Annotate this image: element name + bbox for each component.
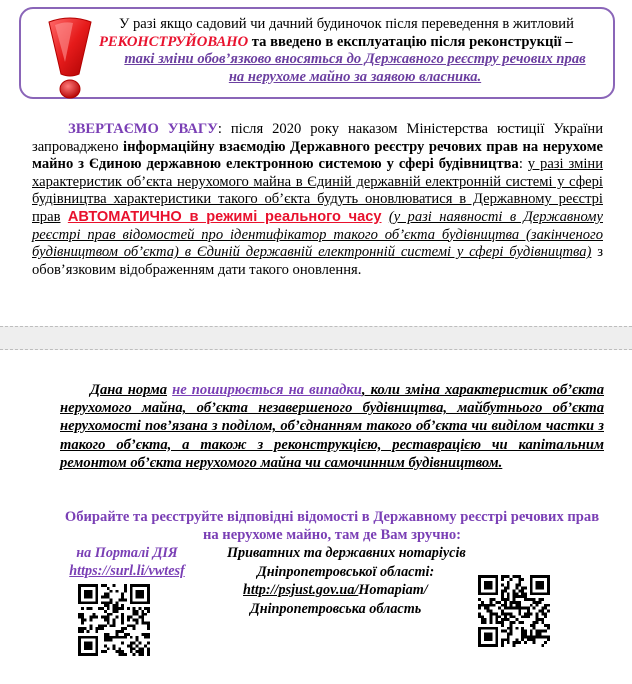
- norm-exception: не поширюється на випадки: [172, 382, 362, 398]
- qr-code-icon[interactable]: [478, 575, 550, 647]
- notary-line4: Дніпропетровська область: [250, 600, 422, 617]
- notice-box: [19, 7, 615, 99]
- portal-block: [52, 544, 202, 580]
- notice-text: [99, 16, 611, 86]
- notary-line1: Приватних та державних нотаріусів: [227, 545, 466, 561]
- norm-paragraph: [60, 381, 604, 472]
- portal-link[interactable]: https://surl.li/vwtesf: [69, 563, 185, 579]
- para-underline-1: у разі зміни характеристик об’єкта нерухомого майна в Єдиній державній електронній системі у сфері будівництва характеристики такого об’єкта будуть оновлюватися в Державному реєстрі прав: [32, 156, 604, 225]
- norm-text-1: Дана норма: [90, 382, 168, 398]
- portal-label: на Порталі ДІЯ: [76, 545, 178, 561]
- notary-link-rest: Нотаріат/: [358, 582, 428, 598]
- notice-link-line2[interactable]: на нерухоме майно за заявою власника.: [228, 68, 482, 85]
- para-bold-1: інформаційну взаємодію Державного реєстру речових прав на нерухоме майно з Єдиною державною електронною системою у сфері будівництва: [32, 138, 603, 173]
- norm-text-2: , коли зміна характеристик об’єкта нерухомого майна, об’єкта незавершеного будівництва, майбутнього об’єкта нерухомості пов’язана з поділом, об’єднанням такого об’єкта чи виділом частки з такого об’єкта, а також з реконструкцією, реставрацією чи капітальним ремонтом об’єкта нерухомого майна чи самочинним будівництвом.: [60, 382, 605, 471]
- notary-link[interactable]: http://psjust.gov.ua/: [243, 582, 359, 598]
- notice-link-line1[interactable]: такі зміни обов’язково вносяться до Державного реєстру речових прав: [124, 51, 586, 67]
- notice-line1: У разі якщо садовий чи дачний будиночок після переведення в житловий: [119, 16, 574, 32]
- qr-code-icon[interactable]: [78, 584, 150, 656]
- choose-heading: Обирайте та реєструйте відповідні відомості в Державному реєстрі речових прав на нерухоме майно, там де Вам зручно:: [64, 509, 600, 543]
- automatic-highlight: АВТОМАТИЧНО в режимі реального часу: [67, 208, 382, 225]
- para-text-4: [382, 209, 389, 225]
- attention-paragraph: [32, 121, 603, 279]
- attention-heading: ЗВЕРТАЄМО УВАГУ: [68, 121, 218, 137]
- para-text-1: : після 2020 року наказом Міністерства юстиції України запроваджено: [32, 121, 603, 155]
- para-text-2: :: [518, 156, 528, 173]
- reconstructed-word: РЕКОНСТРУЙОВАНО: [99, 33, 249, 50]
- para-text-3: [60, 209, 67, 225]
- exclamation-icon: [35, 12, 105, 102]
- para-text-5: з обов’язковим відображенням дати такого оновлення.: [32, 244, 603, 278]
- notary-line2: Дніпропетровської області:: [257, 563, 435, 580]
- notary-block: [216, 544, 501, 618]
- para-italic-1: (у разі наявності в Державному реєстрі прав відомостей про ідентифікатор такого об’єкта будівництва (закінченого будівництвом об’єкта) в Єдиній державній електронній системі у сфері будівництва): [32, 208, 603, 261]
- notice-line2: та введено в експлуатацію після реконструкції –: [251, 33, 573, 50]
- page-break: [0, 326, 632, 350]
